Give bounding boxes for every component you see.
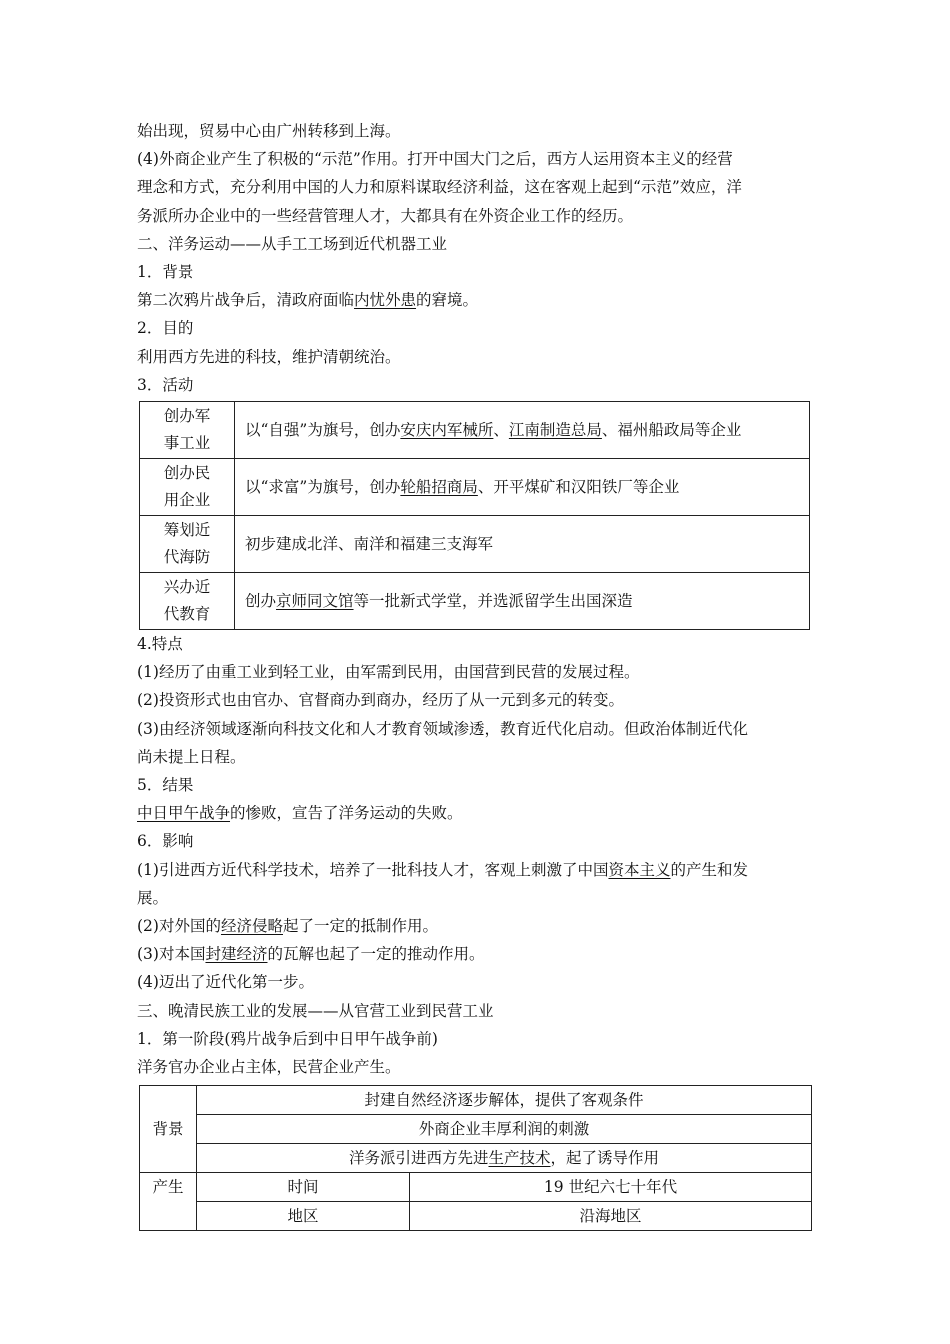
row-content bbox=[235, 459, 810, 516]
text-span: 的产生和发 bbox=[670, 860, 748, 879]
row-header: 背景 bbox=[140, 1086, 197, 1173]
underlined-term: 资本主义 bbox=[608, 860, 671, 879]
header-line: 兴办近 bbox=[163, 578, 211, 597]
text-line: 始出现，贸易中心由广州转移到上海。 bbox=[137, 122, 401, 140]
text-line: (2)投资形式也由官办、官督商办到商办，经历了从一元到多元的转变。 bbox=[137, 691, 624, 710]
table-row bbox=[140, 1202, 812, 1231]
table-row bbox=[140, 1173, 812, 1202]
table-cell: 时间 bbox=[197, 1173, 410, 1202]
table-cell bbox=[197, 1144, 812, 1173]
text-line: 利用西方先进的科技，维护清朝统治。 bbox=[137, 347, 401, 366]
text-span: 起了一定的抵制作用。 bbox=[282, 917, 438, 936]
underlined-term: 轮船招商局 bbox=[400, 477, 478, 496]
header-line: 创办军 bbox=[163, 407, 211, 426]
row-content bbox=[235, 573, 810, 630]
text-span: 洋务派引进西方先进 bbox=[348, 1149, 489, 1168]
text-span: 第二次鸦片战争后，清政府面临 bbox=[137, 291, 355, 310]
subsection-heading: 4.特点 bbox=[137, 635, 183, 654]
table-cell: 地区 bbox=[197, 1202, 410, 1231]
subsection-heading: 1．背景 bbox=[137, 263, 194, 282]
text-span: 的窘境。 bbox=[416, 291, 479, 310]
text-line: 务派所办企业中的一些经营管理人才，大都具有在外资企业工作的经历。 bbox=[137, 206, 634, 225]
text-line bbox=[137, 799, 815, 827]
underlined-term: 安庆内军械所 bbox=[400, 420, 494, 439]
table-row bbox=[140, 1086, 812, 1115]
row-header bbox=[140, 573, 235, 630]
text-span: 的惨败，宣告了洋务运动的失败。 bbox=[230, 804, 463, 823]
text-line: (4)迈出了近代化第一步。 bbox=[137, 973, 314, 992]
underlined-term: 封建经济 bbox=[205, 945, 268, 964]
text-span: 以“求富”为旗号，创办 bbox=[245, 477, 401, 496]
text-line bbox=[137, 940, 815, 968]
header-line: 筹划近 bbox=[163, 521, 211, 540]
text-span: 、开平煤矿和汉阳铁厂等企业 bbox=[477, 477, 680, 496]
text-span: (3)对本国 bbox=[137, 945, 206, 964]
header-line: 代海防 bbox=[163, 548, 211, 567]
table-row bbox=[140, 459, 810, 516]
header-line: 代教育 bbox=[163, 605, 211, 624]
text-span: 以“自强”为旗号，创办 bbox=[245, 420, 401, 439]
subsection-heading: 2．目的 bbox=[137, 319, 194, 338]
document-page bbox=[137, 117, 815, 1231]
table-row bbox=[140, 516, 810, 573]
underlined-term: 京师同文馆 bbox=[276, 591, 354, 610]
text-span: 创办 bbox=[245, 591, 277, 610]
table-row bbox=[140, 402, 810, 459]
header-line: 用企业 bbox=[163, 491, 211, 510]
row-header bbox=[140, 459, 235, 516]
table-cell: 封建自然经济逐步解体，提供了客观条件 bbox=[197, 1086, 812, 1115]
text-span: 的瓦解也起了一定的推动作用。 bbox=[267, 945, 485, 964]
text-span: 、福州船政局等企业 bbox=[601, 420, 742, 439]
underlined-term: 中日甲午战争 bbox=[137, 804, 231, 823]
section-heading: 三、晚清民族工业的发展——从官营工业到民营工业 bbox=[137, 1001, 494, 1020]
row-content bbox=[235, 516, 810, 573]
underlined-term: 内忧外患 bbox=[354, 291, 417, 310]
underlined-term: 生产技术 bbox=[488, 1149, 551, 1168]
text-span: ，起了诱导作用 bbox=[550, 1149, 660, 1168]
text-span: (1)引进西方近代科学技术，培养了一批科技人才，客观上刺激了中国 bbox=[137, 860, 609, 879]
text-span: (2)对外国的 bbox=[137, 917, 221, 936]
subsection-heading: 6．影响 bbox=[137, 832, 194, 851]
table-row bbox=[140, 573, 810, 630]
underlined-term: 江南制造总局 bbox=[508, 420, 602, 439]
row-content bbox=[235, 402, 810, 459]
row-header bbox=[140, 516, 235, 573]
table-cell: 外商企业丰厚利润的刺激 bbox=[197, 1115, 812, 1144]
table-cell: 19 世纪六七十年代 bbox=[410, 1173, 812, 1202]
header-line: 事工业 bbox=[163, 434, 211, 453]
text-line: (3)由经济领域逐渐向科技文化和人才教育领域渗透，教育近代化启动。但政治体制近代化 bbox=[137, 719, 748, 738]
text-line bbox=[137, 912, 815, 940]
section-heading: 二、洋务运动——从手工工场到近代机器工业 bbox=[137, 234, 448, 253]
text-line: (1)经历了由重工业到轻工业，由军需到民用，由国营到民营的发展过程。 bbox=[137, 663, 640, 682]
text-line bbox=[137, 856, 815, 884]
text-span: 等一批新式学堂，并选派留学生出国深造 bbox=[353, 591, 633, 610]
text-line bbox=[137, 286, 815, 314]
subsection-heading: 5．结果 bbox=[137, 776, 194, 795]
row-header bbox=[140, 402, 235, 459]
subsection-heading: 1．第一阶段(鸦片战争后到中日甲午战争前) bbox=[137, 1029, 438, 1048]
text-line: 尚未提上日程。 bbox=[137, 747, 246, 766]
activities-table bbox=[139, 401, 810, 630]
text-line: (4)外商企业产生了积极的“示范”作用。打开中国大门之后，西方人运用资本主义的经营 bbox=[137, 150, 733, 169]
underlined-term: 经济侵略 bbox=[220, 917, 283, 936]
table-row bbox=[140, 1115, 812, 1144]
text-span: 初步建成北洋、南洋和福建三支海军 bbox=[245, 534, 494, 553]
subsection-heading: 3．活动 bbox=[137, 375, 194, 394]
row-header: 产生 bbox=[140, 1173, 197, 1231]
text-line: 展。 bbox=[137, 888, 169, 907]
text-span: 、 bbox=[493, 420, 509, 439]
stage1-table bbox=[139, 1085, 812, 1231]
table-row bbox=[140, 1144, 812, 1173]
text-line: 洋务官办企业占主体，民营企业产生。 bbox=[137, 1058, 401, 1077]
header-line: 创办民 bbox=[163, 464, 211, 483]
text-line: 理念和方式，充分利用中国的人力和原料谋取经济利益，这在客观上起到“示范”效应，洋 bbox=[137, 178, 742, 197]
table-cell: 沿海地区 bbox=[410, 1202, 812, 1231]
